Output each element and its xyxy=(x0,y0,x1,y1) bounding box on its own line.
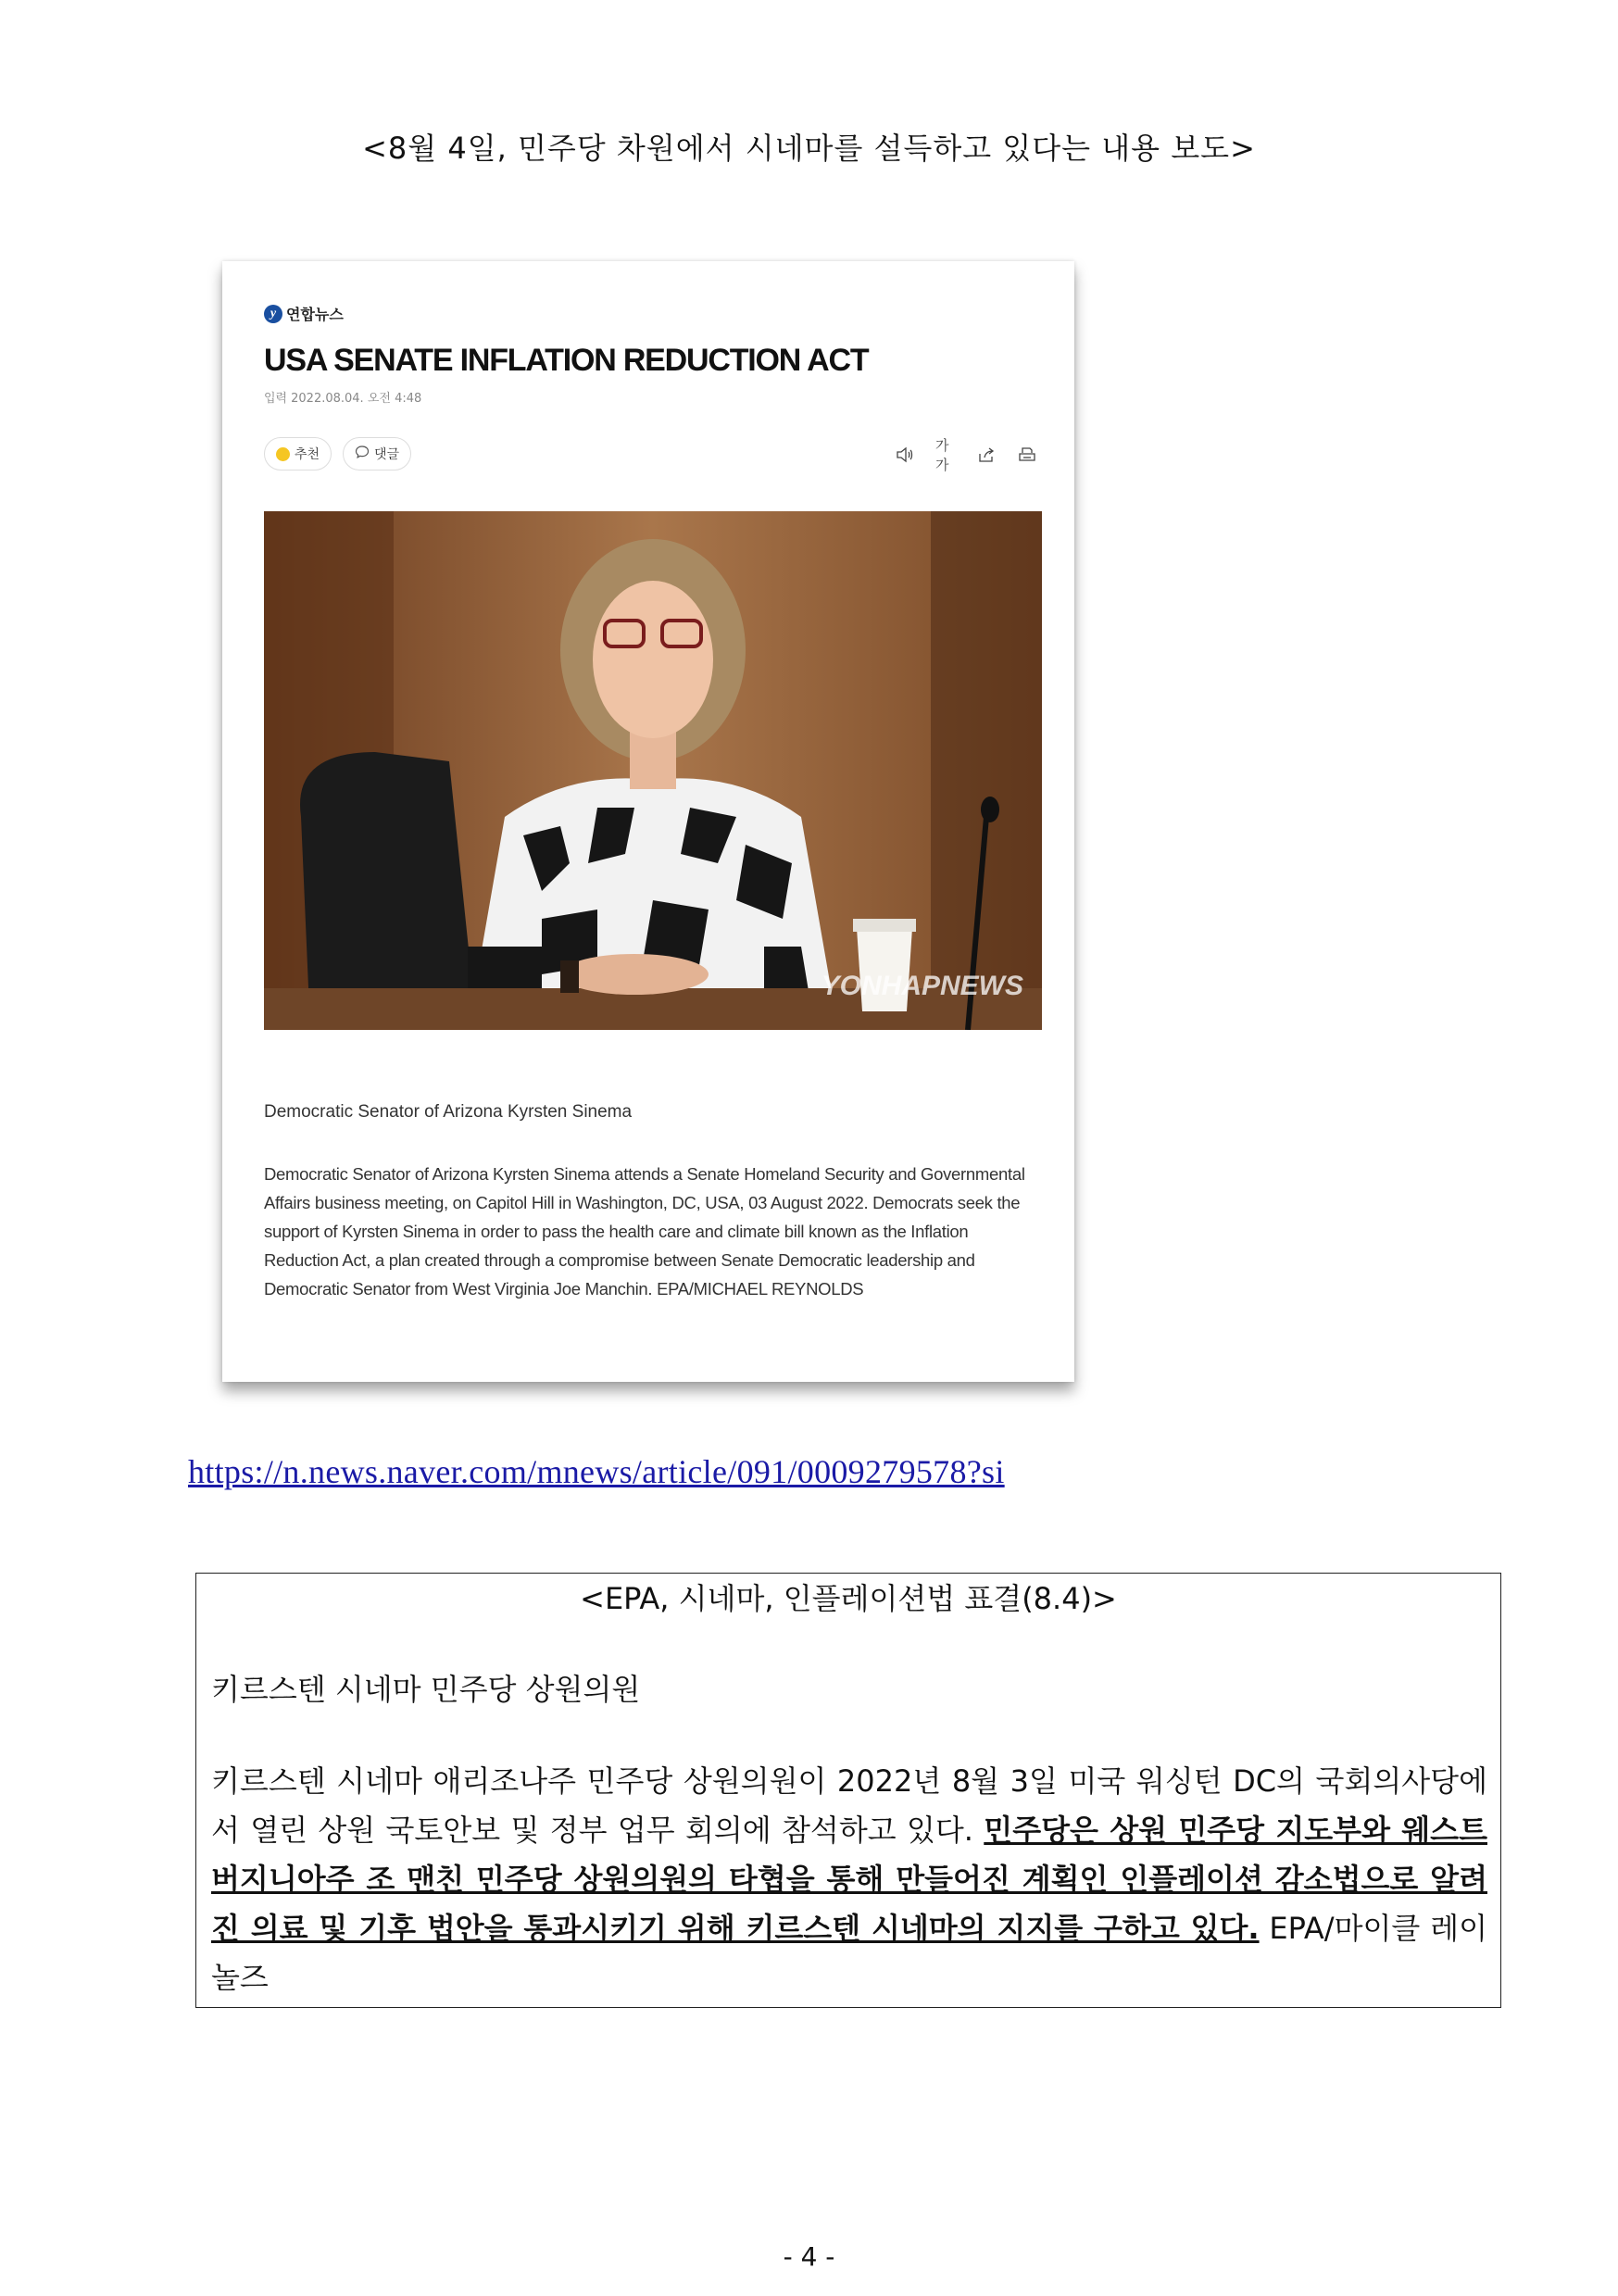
brand-name: 연합뉴스 xyxy=(286,306,344,323)
print-icon[interactable] xyxy=(1017,445,1037,465)
share-icon[interactable] xyxy=(976,445,997,465)
article-meta xyxy=(264,388,421,406)
yonhap-logo-icon: y xyxy=(264,305,282,323)
article-tools xyxy=(895,437,1037,473)
translation-body-tail: EPA/마이클 레이놀즈 xyxy=(211,1911,1488,1995)
article-photo xyxy=(264,511,1042,1030)
article-headline: USA SENATE INFLATION REDUCTION ACT xyxy=(264,343,869,378)
page-heading: <8월 4일, 민주당 차원에서 시네마를 설득하고 있다는 내용 보도> xyxy=(362,131,1256,166)
smile-icon xyxy=(276,447,290,461)
like-button[interactable] xyxy=(264,437,332,470)
translation-title: <EPA, 시네마, 인플레이션법 표결(8.4)> xyxy=(580,1581,1117,1616)
meta-label: 입력 xyxy=(264,392,288,406)
photo-caption-title: Democratic Senator of Arizona Kyrsten Sinema xyxy=(264,1102,633,1122)
translation-body-plain: 키르스텐 시네마 애리조나주 민주당 상원의원이 2022년 8월 3일 미국 워싱턴 DC의 국회의사당에서 열린 상원 국토안보 및 정부 업무 회의에 참석하고 있다. xyxy=(211,1763,1487,1848)
translation-subtitle: 키르스텐 시네마 민주당 상원의원 xyxy=(211,1672,641,1707)
comment-button[interactable] xyxy=(343,437,411,470)
yonhap-watermark: YONHAPNEWS xyxy=(821,971,1023,1001)
article-screenshot xyxy=(222,261,1074,1382)
translation-box xyxy=(195,1573,1501,2008)
comment-label: 댓글 xyxy=(374,447,400,462)
like-label: 추천 xyxy=(295,447,320,462)
meta-date: 2022.08.04. 오전 4:48 xyxy=(291,392,422,406)
article-link[interactable]: https://n.news.naver.com/mnews/article/091/0009279578?si xyxy=(188,1453,1005,1490)
news-brand[interactable] xyxy=(264,303,344,324)
photo-caption-body: Democratic Senator of Arizona Kyrsten Sinema attends a Senate Homeland Security and Governmental Affairs business meeting, on Capitol Hill in Washington, DC, USA, 03 August 2022. Democrats seek the support of Kyrsten Sinema in order to pass the health care and climate bill known as the Inflation Reduction Act, a plan created through a compromise between Senate Democratic leadership and Democratic Senator from West Virginia Joe Manchin. EPA/MICHAEL REYNOLDS xyxy=(264,1164,1025,1299)
page-number: - 4 - xyxy=(783,2241,835,2272)
font-size-button[interactable]: 가가 xyxy=(935,437,949,473)
speaker-icon[interactable] xyxy=(895,445,915,465)
translation-body xyxy=(211,1757,1487,2002)
comment-icon xyxy=(355,445,370,463)
translation-body-emphasis: 민주당은 상원 민주당 지도부와 웨스트버지니아주 조 맨친 민주당 상원의원의 타협을 통해 만들어진 계획인 인플레이션 감소법으로 알려진 의료 및 기후 법안을 통과시키기 위해 키르스텐 시네마의 지지를 구하고 있다. xyxy=(211,1813,1487,1946)
